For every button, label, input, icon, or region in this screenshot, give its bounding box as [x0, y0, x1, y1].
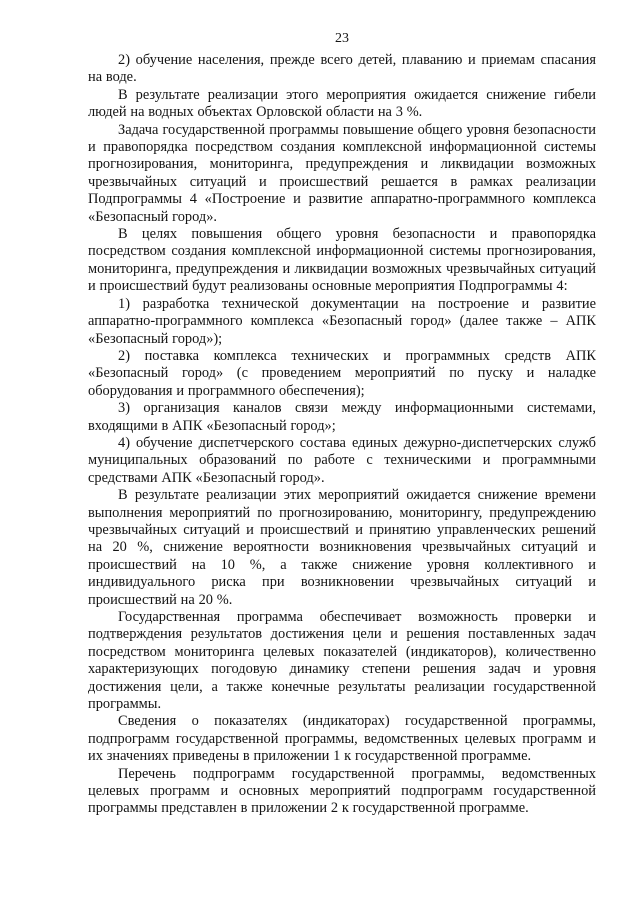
- list-item-equipment-supply: 2) поставка комплекса технических и программных средств АПК «Безопасный город» (с проведением мероприятий по пуску и наладке оборудования и программного обеспечения);: [88, 347, 596, 399]
- paragraph-main-activities-intro: В целях повышения общего уровня безопасности и правопорядка посредством создания комплексной информационной системы прогнозирования, мониторинга, предупреждения и ликвидации возможных чрезвычайных ситуаций и происшествий будут реализованы основные мероприятия Подпрограммы 4:: [88, 226, 596, 295]
- list-item-dispatcher-training: 4) обучение диспетчерского состава единых дежурно-диспетчерских служб муниципальных образований по работе с техническими и программными средствами АПК «Безопасный город».: [88, 434, 596, 486]
- list-item-communication-channels: 3) организация каналов связи между информационными системами, входящими в АПК «Безопасный город»;: [88, 400, 596, 434]
- paragraph-swimming-training: 2) обучение населения, прежде всего детей, плаванию и приемам спасания на воде.: [88, 52, 596, 86]
- paragraph-indicators-appendix: Сведения о показателях (индикаторах) государственной программы, подпрограмм государственной программы, ведомственных целевых программ и их значениях приведены в приложении 1 к государственной программе.: [88, 713, 596, 765]
- document-page: [88, 30, 596, 818]
- paragraph-expected-results: В результате реализации этих мероприятий ожидается снижение времени выполнения мероприятий по прогнозированию, мониторингу, предупреждению чрезвычайных ситуаций и происшествий и принятию управленческих решений на 20 %, снижение вероятности возникновения чрезвычайных ситуаций и происшествий на 10 %, а также снижение уровня коллективного и индивидуального риска при возникновении чрезвычайных ситуаций и происшествий на 20 %.: [88, 487, 596, 608]
- list-item-documentation: 1) разработка технической документации на построение и развитие аппаратно-программного комплекса «Безопасный город» (далее также – АПК «Безопасный город»);: [88, 295, 596, 347]
- paragraph-subprograms-appendix: Перечень подпрограмм государственной программы, ведомственных целевых программ и основных мероприятий подпрограмм государственной программы представлен в приложении 2 к государственной программе.: [88, 765, 596, 817]
- paragraph-program-task: Задача государственной программы повышение общего уровня безопасности и правопорядка посредством создания комплексной информационной системы прогнозирования, мониторинга, предупреждения и ликвидации возможных чрезвычайных ситуаций и происшествий решается в рамках реализации Подпрограммы 4 «Построение и развитие аппаратно-программного комплекса «Безопасный город».: [88, 121, 596, 225]
- page-number: 23: [335, 31, 349, 46]
- paragraph-monitoring-indicators: Государственная программа обеспечивает возможность проверки и подтверждения результатов достижения цели и решения поставленных задач посредством мониторинга целевых показателей (индикаторов), количественно характеризующих погодовую динамику степени решения задач и уровня достижения цели, а также конечные результаты реализации государственной программы.: [88, 609, 596, 713]
- paragraph-water-deaths-reduction: В результате реализации этого мероприятия ожидается снижение гибели людей на водных объектах Орловской области на 3 %.: [88, 86, 596, 121]
